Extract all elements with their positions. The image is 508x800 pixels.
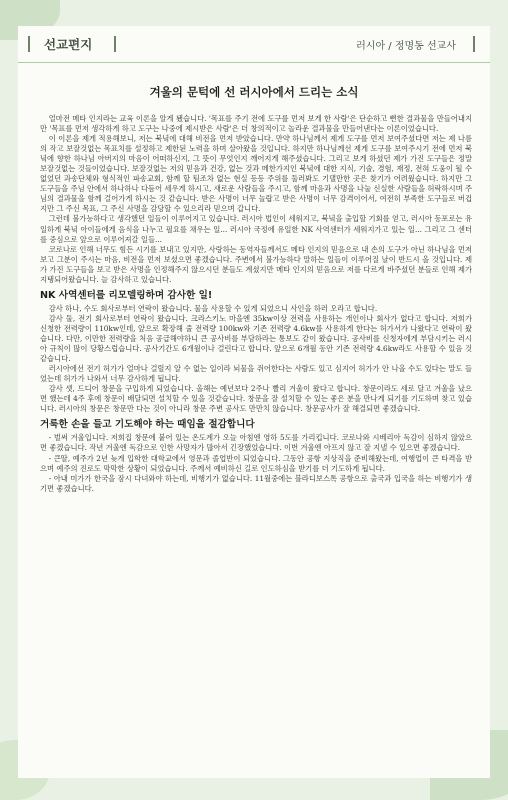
- paragraph: 이 이론을 제게 적용해보니, 저는 북녘에 대해 비전을 먼저 받았습니다. 만약 하나님께서 제게 도구를 먼저 보여주셨다면 저는 제 나름의 작고 보잘것없는 목표치를 설정하고 제한된 노력을 하며 살아왔을 것입니다. 하지만 하나님께선 제게 도구를 보여주시기 전에 먼저 북녘에 향한 하나님 아버지의 마음이 어떠하신지, 그 뜻이 무엇인지 깨어지게 해주셨습니다. 그리고 보게 하셨던 제가 가진 도구들은 정말 보잘것없는 것들이었습니다. 보잘것없는 저의 믿음과 건강, 없는 것과 메한가지인 북녘에 대한 지식, 기술, 경험, 재정, 전혀 도움이 될 수 없었던 과송단체와 형식적인 파송교회, 함께 할 팀조차 없는 현실 등등 주위를 둘러봐도 기댈만한 곳은 찾기가 어려웠습니다. 하지만 그 도구들을 주님 안에서 하나하나 다듬어 세우게 하시고, 새로운 사람들을 주시고, 함께 마음과 사명을 나눌 신실한 사람들을 허락하시며 주님의 결과물을 함께 걸어가게 하시는 것 같습니다. 받은 사명이 너무 놀랍고 받은 사명이 너무 감격이어서, 여전히 부족한 도구들로 버겁지만 그 주신 목표, 그 주신 사명을 감당할 수 있으리라 믿으며 갑니다.: [40, 134, 472, 214]
- section-heading: NK 사역센터를 리모델링하며 감사한 일!: [40, 289, 213, 301]
- paragraph: 얼마전 메타 인지라는 교육 이론을 알게 됐습니다. '목표를 주기 전에 도구를 먼저 보게 한 사람'은 단순하고 뻔한 결과물을 만들어내지만 '목표를 먼저 생각하게 하고 도구는 나중에 제시받은 사람'은 더 창의적이고 놀라운 결과물을 만들어낸다는 이론이었습니다.: [40, 114, 472, 134]
- paragraph: 러시아에선 전기 허가가 얼마나 걸릴지 알 수 없는 일이라 뇌물을 쥐어한다는 사람도 있고 심지어 허가가 안 나올 수도 있다는 말도 들었는데 허가가 나와서 너무 감사하게 됩니다.: [40, 364, 472, 384]
- header-divider: [473, 36, 475, 52]
- prayer-item: - 아내 미가가 한국을 잠시 다녀와야 하는데, 비행기가 없습니다. 11월중에는 블라디보스톡 공항으로 출국과 입국을 하는 비행기가 생기면 좋겠습니다.: [40, 473, 472, 493]
- letter-body: [40, 114, 472, 494]
- header-divider: [28, 36, 30, 52]
- paragraph: 감사 둘, 전기 회사로부터 연락이 왔습니다. 크라스키노 마을엔 35kw이상 전력을 사용하는 개인이나 회사가 없다고 합니다. 저희가 신청한 전력량이 110kw인데, 앞으로 확장해 줄 전력량 100kw와 기존 전력량 4.6kw를 사용하게 한다는 허가서가 나왔다고 연락이 왔습니다. 다만, 이만한 전력량을 처음 공급해야하니 큰 공사비를 부담하라는 통보도 같이 왔습니다. 공사비를 신청자에게 부담시키는 러시아 규칙이 많이 당황스럽습니다. 공사기간도 6개월이나 걸린다고 합니다. 앞으로 6개월 동안 기존 전력량 4.6kw라도 사용할 수 있음 것 같습니다.: [40, 313, 472, 364]
- section-heading: 거룩한 손을 들고 기도해야 하는 때임을 절감합니다: [40, 419, 255, 431]
- letter-page: [18, 26, 490, 778]
- letter-title: 겨울의 문턱에 선 러시아에서 드리는 소식: [149, 85, 359, 99]
- prayer-item: - 벌써 겨울입니다. 저희집 창문에 붙어 있는 온도계가 오늘 아침엔 영하 5도를 가리킵니다. 코로나와 시베리아 독감이 심하지 않았으면 좋겠습니다. 작년 겨울엔 독감으로 인한 사망자가 많아서 긴장했었습니다. 이번 겨울엔 아프지 않고 잘 지낼 수 있으면 좋겠습니다.: [40, 433, 472, 453]
- page-header: [18, 26, 490, 63]
- paragraph: 코로나로 인해 너무도 힘든 시기를 보내고 있지만, 사랑하는 동역자들께서도 메타 인지의 믿음으로 내 손의 도구가 아닌 하나님을 먼저 보고 그분이 주시는 마음, 비전을 먼저 보셨으면 좋겠습니다. 주변에서 불가능하다 말하는 일들이 이루어질 날이 반드시 올 것입니다. 제가 가진 도구들을 보고 받은 사명을 인정해주지 않으시던 분들도 계셨지만 메타 인지의 믿음으로 저를 다르게 바주셨던 분들로 인해 제가 지탱되어왔습니다. 늘 감사하고 있습니다.: [40, 244, 472, 284]
- paragraph: 감사 하나, 수도 회사로부터 연락이 왔습니다. 물을 사용할 수 있게 되었으니 사인을 하러 오라고 합니다.: [48, 303, 378, 313]
- prayer-item: - 큰딸, 예주가 2년 늦게 입학한 대학교에서 영문과 졸업반이 되었습니다. 그동안 공항 지상직을 준비해왔는데, 여행업이 큰 타격을 받으며 예주의 진로도 막막한 상황이 되었습니다. 주께서 예비하신 길로 인도하심을 받기를 더 기도하게 됩니다.: [40, 453, 472, 473]
- paragraph: 감사 셋, 드디어 창문을 구입하게 되었습니다. 올해는 예년보다 2주나 빨리 겨울이 왔다고 합니다. 창문이라도 세로 달고 겨울을 났으면 했는데 4주 후에 창문이 배달되면 설치할 수 있을 것같습니다. 창문을 잘 설치할 수 있는 좋은 분을 만나게 되기를 기도하며 찾고 있습니다. 러시아의 창문은 창문만 다는 것이 아니라 창문 주변 공사도 만만치 않습니다. 창문공사가 잘 해결되면 좋겠습니다.: [40, 384, 472, 414]
- paragraph: 그런데 불가능하다고 생각했던 일들이 이루어지고 있습니다. 러시아 법인이 세워지고, 북녘을 출입할 기회를 얻고, 러시아 동포로는 유일하게 북녘 아이들에게 음식을 나누고 필요를 채우는 일... 러시아 국정에 유일한 NK 사역센터가 세워지가고 있는 일... 그리고 그 센터를 중심으로 앞으로 이루어져갈 일들...: [40, 214, 472, 244]
- header-divider: [114, 36, 116, 52]
- section-label: 선교편지: [44, 37, 93, 52]
- author-label: 러시아 / 정명동 선교사: [356, 41, 456, 52]
